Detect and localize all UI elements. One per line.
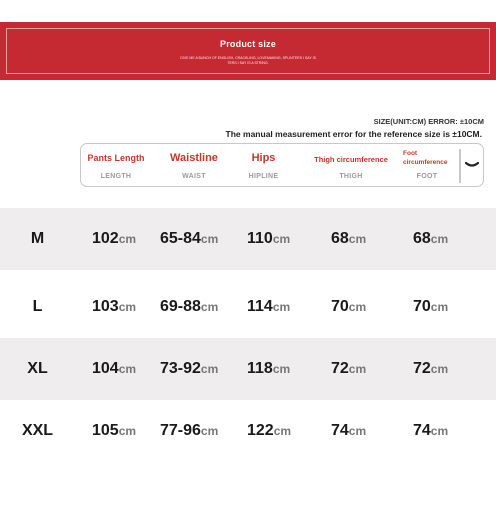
size-label: XL bbox=[27, 360, 48, 377]
header-thigh-label: Thigh circumference bbox=[314, 155, 388, 164]
size-label: M bbox=[30, 230, 45, 247]
unit-label: cm bbox=[348, 362, 367, 376]
waist-number: 65-84 bbox=[160, 230, 201, 247]
thigh-value bbox=[331, 230, 366, 248]
thigh-number: 68 bbox=[331, 230, 349, 247]
hips-number: 114 bbox=[247, 298, 273, 315]
length-number: 105 bbox=[92, 422, 119, 439]
foot-value bbox=[413, 422, 448, 440]
header-waist bbox=[159, 144, 229, 188]
unit-label: cm bbox=[118, 362, 137, 376]
foot-value bbox=[413, 360, 448, 378]
waist-value bbox=[160, 422, 218, 440]
unit-label: cm bbox=[430, 362, 449, 376]
header-foot-label-line1: Foot bbox=[403, 150, 418, 157]
hips-number: 118 bbox=[247, 360, 273, 377]
foot-value bbox=[413, 230, 448, 248]
unit-label: cm bbox=[200, 232, 219, 246]
length-number: 102 bbox=[92, 230, 119, 247]
unit-label: cm bbox=[272, 232, 291, 246]
header-thigh bbox=[306, 144, 396, 188]
banner-subtitle-line1: GIVE ME A BUNCH OF ENGLISH, CRACKLING, LOVEMAKING, SPLINTERS I SAY IS bbox=[180, 56, 316, 60]
unit-label: cm bbox=[200, 300, 219, 314]
unit-label: cm bbox=[430, 232, 449, 246]
hips-value bbox=[247, 360, 290, 378]
size-label: L bbox=[32, 298, 43, 315]
unit-label: cm bbox=[348, 232, 367, 246]
thigh-value bbox=[331, 360, 366, 378]
thigh-value bbox=[331, 422, 366, 440]
hips-number: 110 bbox=[247, 230, 273, 247]
header-foot-en: FOOT bbox=[416, 173, 438, 180]
title-banner bbox=[0, 22, 496, 80]
waist-number: 77-96 bbox=[160, 422, 201, 439]
table-row bbox=[0, 208, 496, 270]
header-hips-en: HIPLINE bbox=[248, 173, 279, 180]
foot-number: 70 bbox=[413, 298, 431, 315]
waist-number: 69-88 bbox=[160, 298, 201, 315]
waist-number: 73-92 bbox=[160, 360, 201, 377]
chevron-down-icon[interactable] bbox=[463, 156, 481, 174]
banner-subtitle-line2: TERS I SAY IS A STRING. bbox=[227, 61, 269, 65]
thigh-number: 70 bbox=[331, 298, 349, 315]
banner-subtitle bbox=[0, 56, 496, 66]
waist-value bbox=[160, 230, 218, 248]
thigh-number: 72 bbox=[331, 360, 349, 377]
thigh-value bbox=[331, 298, 366, 316]
header-waist-label: Waistline bbox=[170, 152, 218, 164]
banner-title: Product size bbox=[220, 39, 276, 49]
header-hips-label: Hips bbox=[251, 152, 276, 164]
length-value bbox=[92, 230, 136, 248]
column-header bbox=[80, 143, 484, 187]
length-value bbox=[92, 422, 136, 440]
unit-label: cm bbox=[118, 424, 137, 438]
header-length-label: Pants Length bbox=[87, 153, 145, 163]
foot-number: 72 bbox=[413, 360, 431, 377]
header-foot bbox=[399, 144, 455, 188]
foot-number: 68 bbox=[413, 230, 431, 247]
size-unit-note: SIZE(UNIT:CM) ERROR: ±10CM bbox=[373, 117, 484, 126]
header-length bbox=[81, 144, 151, 188]
size-label: XXL bbox=[21, 422, 54, 439]
unit-label: cm bbox=[348, 424, 367, 438]
waist-value bbox=[160, 298, 218, 316]
unit-label: cm bbox=[118, 232, 137, 246]
foot-value bbox=[413, 298, 448, 316]
thigh-number: 74 bbox=[331, 422, 349, 439]
header-waist-en: WAIST bbox=[182, 173, 206, 180]
header-thigh-en: THIGH bbox=[339, 173, 363, 180]
header-foot-label-line2: circumference bbox=[403, 159, 448, 166]
waist-value bbox=[160, 360, 218, 378]
hips-number: 122 bbox=[247, 422, 274, 439]
unit-label: cm bbox=[272, 300, 291, 314]
banner-frame bbox=[6, 28, 490, 74]
length-value bbox=[92, 360, 136, 378]
unit-label: cm bbox=[430, 424, 449, 438]
unit-label: cm bbox=[430, 300, 449, 314]
table-row bbox=[0, 276, 496, 338]
header-foot-label bbox=[399, 149, 455, 167]
table-row bbox=[0, 338, 496, 400]
header-divider bbox=[459, 149, 461, 183]
length-number: 104 bbox=[92, 360, 119, 377]
header-length-en: LENGTH bbox=[100, 173, 132, 180]
unit-label: cm bbox=[200, 424, 219, 438]
unit-label: cm bbox=[272, 362, 291, 376]
unit-label: cm bbox=[118, 300, 137, 314]
hips-value bbox=[247, 422, 291, 440]
header-hips bbox=[231, 144, 296, 188]
unit-label: cm bbox=[273, 424, 292, 438]
unit-label: cm bbox=[348, 300, 367, 314]
table-row bbox=[0, 400, 496, 462]
hips-value bbox=[247, 230, 290, 248]
hips-value bbox=[247, 298, 290, 316]
error-note: The manual measurement error for the reference size is ±10CM. bbox=[225, 129, 482, 139]
foot-number: 74 bbox=[413, 422, 431, 439]
unit-label: cm bbox=[200, 362, 219, 376]
length-value bbox=[92, 298, 136, 316]
length-number: 103 bbox=[92, 298, 119, 315]
